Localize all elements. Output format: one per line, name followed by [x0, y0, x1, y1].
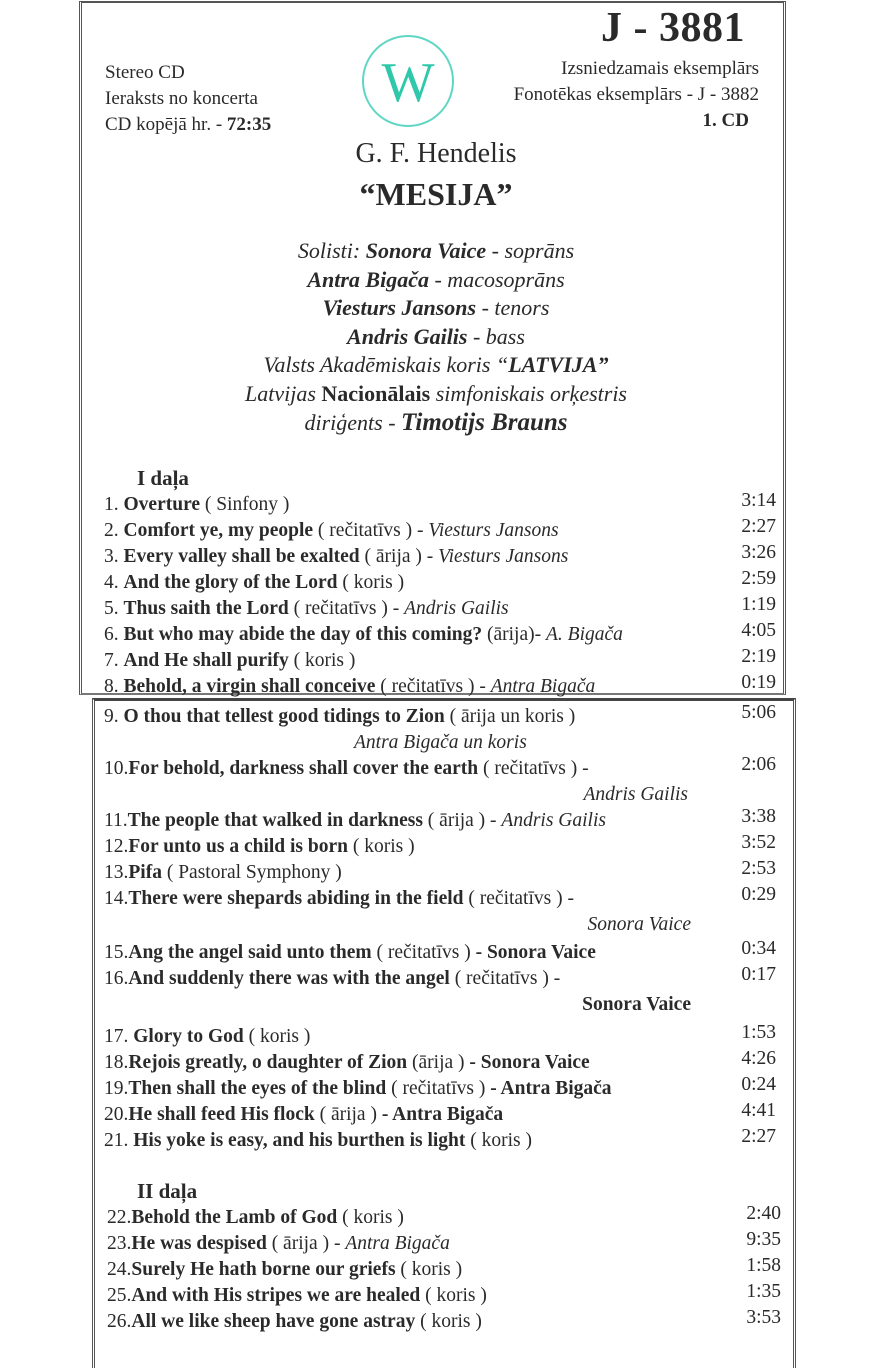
track-number: 23.: [107, 1233, 132, 1254]
composer: G. F. Hendelis: [355, 138, 517, 169]
format-line: Stereo CD: [105, 62, 185, 83]
track-title: For behold, darkness shall cover the earth: [128, 758, 479, 779]
issue-copy-line: Izsniedzamais eksemplārs: [561, 58, 759, 79]
track-performer-continuation: Sonora Vaice: [587, 914, 691, 935]
track-row: [104, 1128, 776, 1154]
track-number: 5.: [104, 598, 124, 619]
track-type: ( Sinfony ): [200, 494, 290, 515]
track-duration: 0:19: [741, 672, 776, 693]
track-duration: 1:58: [746, 1255, 781, 1276]
track-duration: 1:35: [746, 1281, 781, 1302]
track-duration: 4:41: [741, 1100, 776, 1121]
track-performer-continuation: Andris Gailis: [583, 784, 688, 805]
track-row: [104, 518, 776, 544]
track-title: There were shepards abiding in the field: [128, 888, 464, 909]
track-duration: 5:06: [741, 702, 776, 723]
track-type: ( koris ): [348, 836, 415, 857]
track-duration: 2:27: [741, 1126, 776, 1147]
track-number: 19.: [104, 1078, 129, 1099]
track-row: [104, 570, 776, 596]
track-type: ( ārija ) -: [266, 1233, 346, 1254]
track-performer-continuation: Sonora Vaice: [582, 994, 691, 1015]
track-row: [104, 622, 776, 648]
track-performer: Viesturs Jansons: [438, 546, 569, 567]
track-type: ( rečitatīvs ) -: [454, 968, 561, 989]
track-duration: 3:14: [741, 490, 776, 511]
track-duration: 4:05: [741, 620, 776, 641]
track-type: ( koris ): [420, 1285, 487, 1306]
track-row: [107, 1309, 781, 1335]
catalog-number: J - 3881: [601, 5, 745, 51]
orchestra-line: Latvijas Nacionālais simfoniskais orķestris: [245, 380, 627, 406]
part-1-title: I daļa: [137, 466, 189, 490]
track-number: 11.: [104, 810, 128, 831]
track-title: O thou that tellest good tidings to Zion: [123, 706, 445, 727]
track-number: 6.: [104, 624, 124, 645]
track-type: ( rečitatīvs ) -: [375, 676, 491, 697]
stamp-letter: W: [381, 52, 435, 114]
copy-info: [514, 56, 759, 134]
soloist-line: Andris Gailis - bass: [347, 323, 525, 349]
track-number: 12.: [104, 836, 129, 857]
conductor-line: diriģents - Timotijs Brauns: [304, 408, 568, 436]
track-duration: 0:24: [741, 1074, 776, 1095]
track-number: 8.: [104, 676, 124, 697]
track-type: ( koris ): [465, 1130, 533, 1151]
track-type: ( rečitatīvs ): [386, 1078, 491, 1099]
track-type: ( Pastoral Symphony ): [161, 862, 342, 883]
track-row: [104, 886, 776, 912]
track-duration: 2:19: [741, 646, 776, 667]
track-type: ( ārija ) -: [422, 810, 502, 831]
track-row: [107, 1231, 781, 1257]
credits: [0, 237, 872, 437]
track-number: 3.: [104, 546, 124, 567]
track-row: [104, 1076, 776, 1102]
track-title: Then shall the eyes of the blind: [128, 1078, 387, 1099]
track-number: 17.: [104, 1026, 134, 1047]
track-number: 7.: [104, 650, 124, 671]
track-title: Comfort ye, my people: [123, 520, 314, 541]
track-title: For unto us a child is born: [128, 836, 348, 857]
track-number: 13.: [104, 862, 129, 883]
track-row: [104, 596, 776, 622]
track-type: (ārija ): [407, 1052, 470, 1073]
track-duration: 1:19: [741, 594, 776, 615]
track-title: Behold the Lamb of God: [131, 1207, 338, 1228]
track-type: ( rečitatīvs ) -: [313, 520, 429, 541]
track-type: ( koris ): [243, 1026, 311, 1047]
track-number: 26.: [107, 1311, 132, 1332]
total-time-value: 72:35: [226, 114, 272, 135]
track-performer: Andris Gailis: [404, 598, 509, 619]
track-row: [107, 1283, 781, 1309]
track-duration: 3:38: [741, 806, 776, 827]
track-row: [104, 704, 776, 730]
track-title: Pifa: [128, 862, 162, 883]
track-title: He was despised: [131, 1233, 267, 1254]
track-performer: - Antra Bigača: [490, 1078, 612, 1099]
track-number: 4.: [104, 572, 124, 593]
track-title: But who may abide the day of this coming?: [123, 624, 483, 645]
track-type: ( rečitatīvs ) -: [288, 598, 405, 619]
track-type: ( rečitatīvs ) -: [478, 758, 589, 779]
soloist-line: Viesturs Jansons - tenors: [322, 295, 550, 321]
track-title: His yoke is easy, and his burthen is light: [133, 1130, 466, 1151]
track-performer: - Sonora Vaice: [469, 1052, 590, 1073]
track-title: Every valley shall be exalted: [123, 546, 360, 567]
track-performer: Antra Bigača: [490, 676, 596, 697]
track-title: And the glory of the Lord: [123, 572, 338, 593]
track-type: ( koris ): [337, 572, 405, 593]
track-type: ( rečitatīvs ) -: [463, 888, 574, 909]
track-row: [104, 940, 776, 966]
soloist-line: Antra Bigača - macosoprāns: [307, 266, 565, 292]
track-number: 2.: [104, 520, 124, 541]
track-number: 20.: [104, 1104, 129, 1125]
disc-label: 1. CD: [702, 110, 749, 131]
track-row: [104, 860, 776, 886]
track-performer: - Sonora Vaice: [475, 942, 596, 963]
track-duration: 0:34: [741, 938, 776, 959]
track-number: 18.: [104, 1052, 129, 1073]
track-number: 16.: [104, 968, 129, 989]
track-title: Behold, a virgin shall conceive: [123, 676, 376, 697]
track-type: ( ārija ): [314, 1104, 382, 1125]
track-type: ( koris ): [337, 1207, 404, 1228]
track-performer: A. Bigača: [546, 624, 623, 645]
track-duration: 0:17: [741, 964, 776, 985]
track-title: Rejois greatly, o daughter of Zion: [128, 1052, 408, 1073]
track-number: 1.: [104, 494, 124, 515]
track-duration: 2:06: [741, 754, 776, 775]
track-title: And suddenly there was with the angel: [128, 968, 455, 989]
track-row: [107, 1205, 781, 1231]
track-list-part-1: [104, 492, 776, 1154]
track-row: [107, 1257, 781, 1283]
track-title: All we like sheep have gone astray: [131, 1311, 416, 1332]
track-performer: Viesturs Jansons: [428, 520, 559, 541]
track-title: He shall feed His flock: [128, 1104, 315, 1125]
track-type: ( koris ): [395, 1259, 463, 1280]
track-row: [104, 756, 776, 782]
track-duration: 4:26: [741, 1048, 776, 1069]
track-performer: Andris Gailis: [501, 810, 606, 831]
track-row: [104, 492, 776, 518]
track-number: 22.: [107, 1207, 132, 1228]
track-duration: 3:53: [746, 1307, 781, 1328]
format-info: [105, 60, 271, 138]
track-title: The people that walked in darkness: [127, 810, 423, 831]
track-row: [104, 1050, 776, 1076]
track-number: 24.: [107, 1259, 132, 1280]
track-duration: 3:52: [741, 832, 776, 853]
track-row: [104, 674, 776, 700]
total-time-line: CD kopējā hr. - 72:35: [105, 114, 272, 135]
soloist-line: Solisti: Sonora Vaice - soprāns: [297, 238, 575, 263]
track-row: [104, 648, 776, 674]
track-type: ( rečitatīvs ): [371, 942, 476, 963]
track-title: Overture: [123, 494, 201, 515]
track-duration: 9:35: [746, 1229, 781, 1250]
track-number: 10.: [104, 758, 129, 779]
track-type: ( koris ): [415, 1311, 482, 1332]
track-number: 21.: [104, 1130, 134, 1151]
track-number: 9.: [104, 706, 124, 727]
library-stamp-icon: [362, 35, 454, 127]
track-performer-continuation: Antra Bigača un koris: [354, 732, 527, 753]
track-number: 14.: [104, 888, 129, 909]
track-number: 15.: [104, 942, 129, 963]
track-duration: 0:29: [741, 884, 776, 905]
track-type: ( koris ): [288, 650, 356, 671]
track-performer: Antra Bigača: [345, 1233, 450, 1254]
track-title: Surely He hath borne our griefs: [131, 1259, 396, 1280]
track-duration: 2:40: [746, 1203, 781, 1224]
track-row: [104, 544, 776, 570]
choir-line: Valsts Akadēmiskais koris “LATVIJA”: [263, 352, 609, 378]
track-title: Thus saith the Lord: [123, 598, 289, 619]
track-duration: 3:26: [741, 542, 776, 563]
track-row: [104, 1102, 776, 1128]
track-row: [104, 808, 776, 834]
track-title: Ang the angel said unto them: [128, 942, 372, 963]
track-title: And He shall purify: [123, 650, 289, 671]
track-title: And with His stripes we are healed: [131, 1285, 421, 1306]
track-duration: 2:59: [741, 568, 776, 589]
track-row: [104, 834, 776, 860]
track-duration: 1:53: [741, 1022, 776, 1043]
track-type: ( ārija ) -: [359, 546, 439, 567]
track-duration: 2:53: [741, 858, 776, 879]
track-type: ( ārija un koris ): [444, 706, 576, 727]
work-title: “MESIJA”: [359, 176, 513, 212]
part-2-title: II daļa: [137, 1179, 198, 1203]
track-row: [104, 966, 776, 992]
track-number: 25.: [107, 1285, 132, 1306]
recording-line: Ieraksts no koncerta: [105, 88, 258, 109]
track-title: Glory to God: [133, 1026, 244, 1047]
archive-copy-line: Fonotēkas eksemplārs - J - 3882: [513, 84, 759, 105]
track-performer: - Antra Bigača: [381, 1104, 504, 1125]
track-duration: 2:27: [741, 516, 776, 537]
track-type: (ārija)-: [482, 624, 546, 645]
track-row: [104, 1024, 776, 1050]
track-list-part-2: [107, 1205, 781, 1335]
